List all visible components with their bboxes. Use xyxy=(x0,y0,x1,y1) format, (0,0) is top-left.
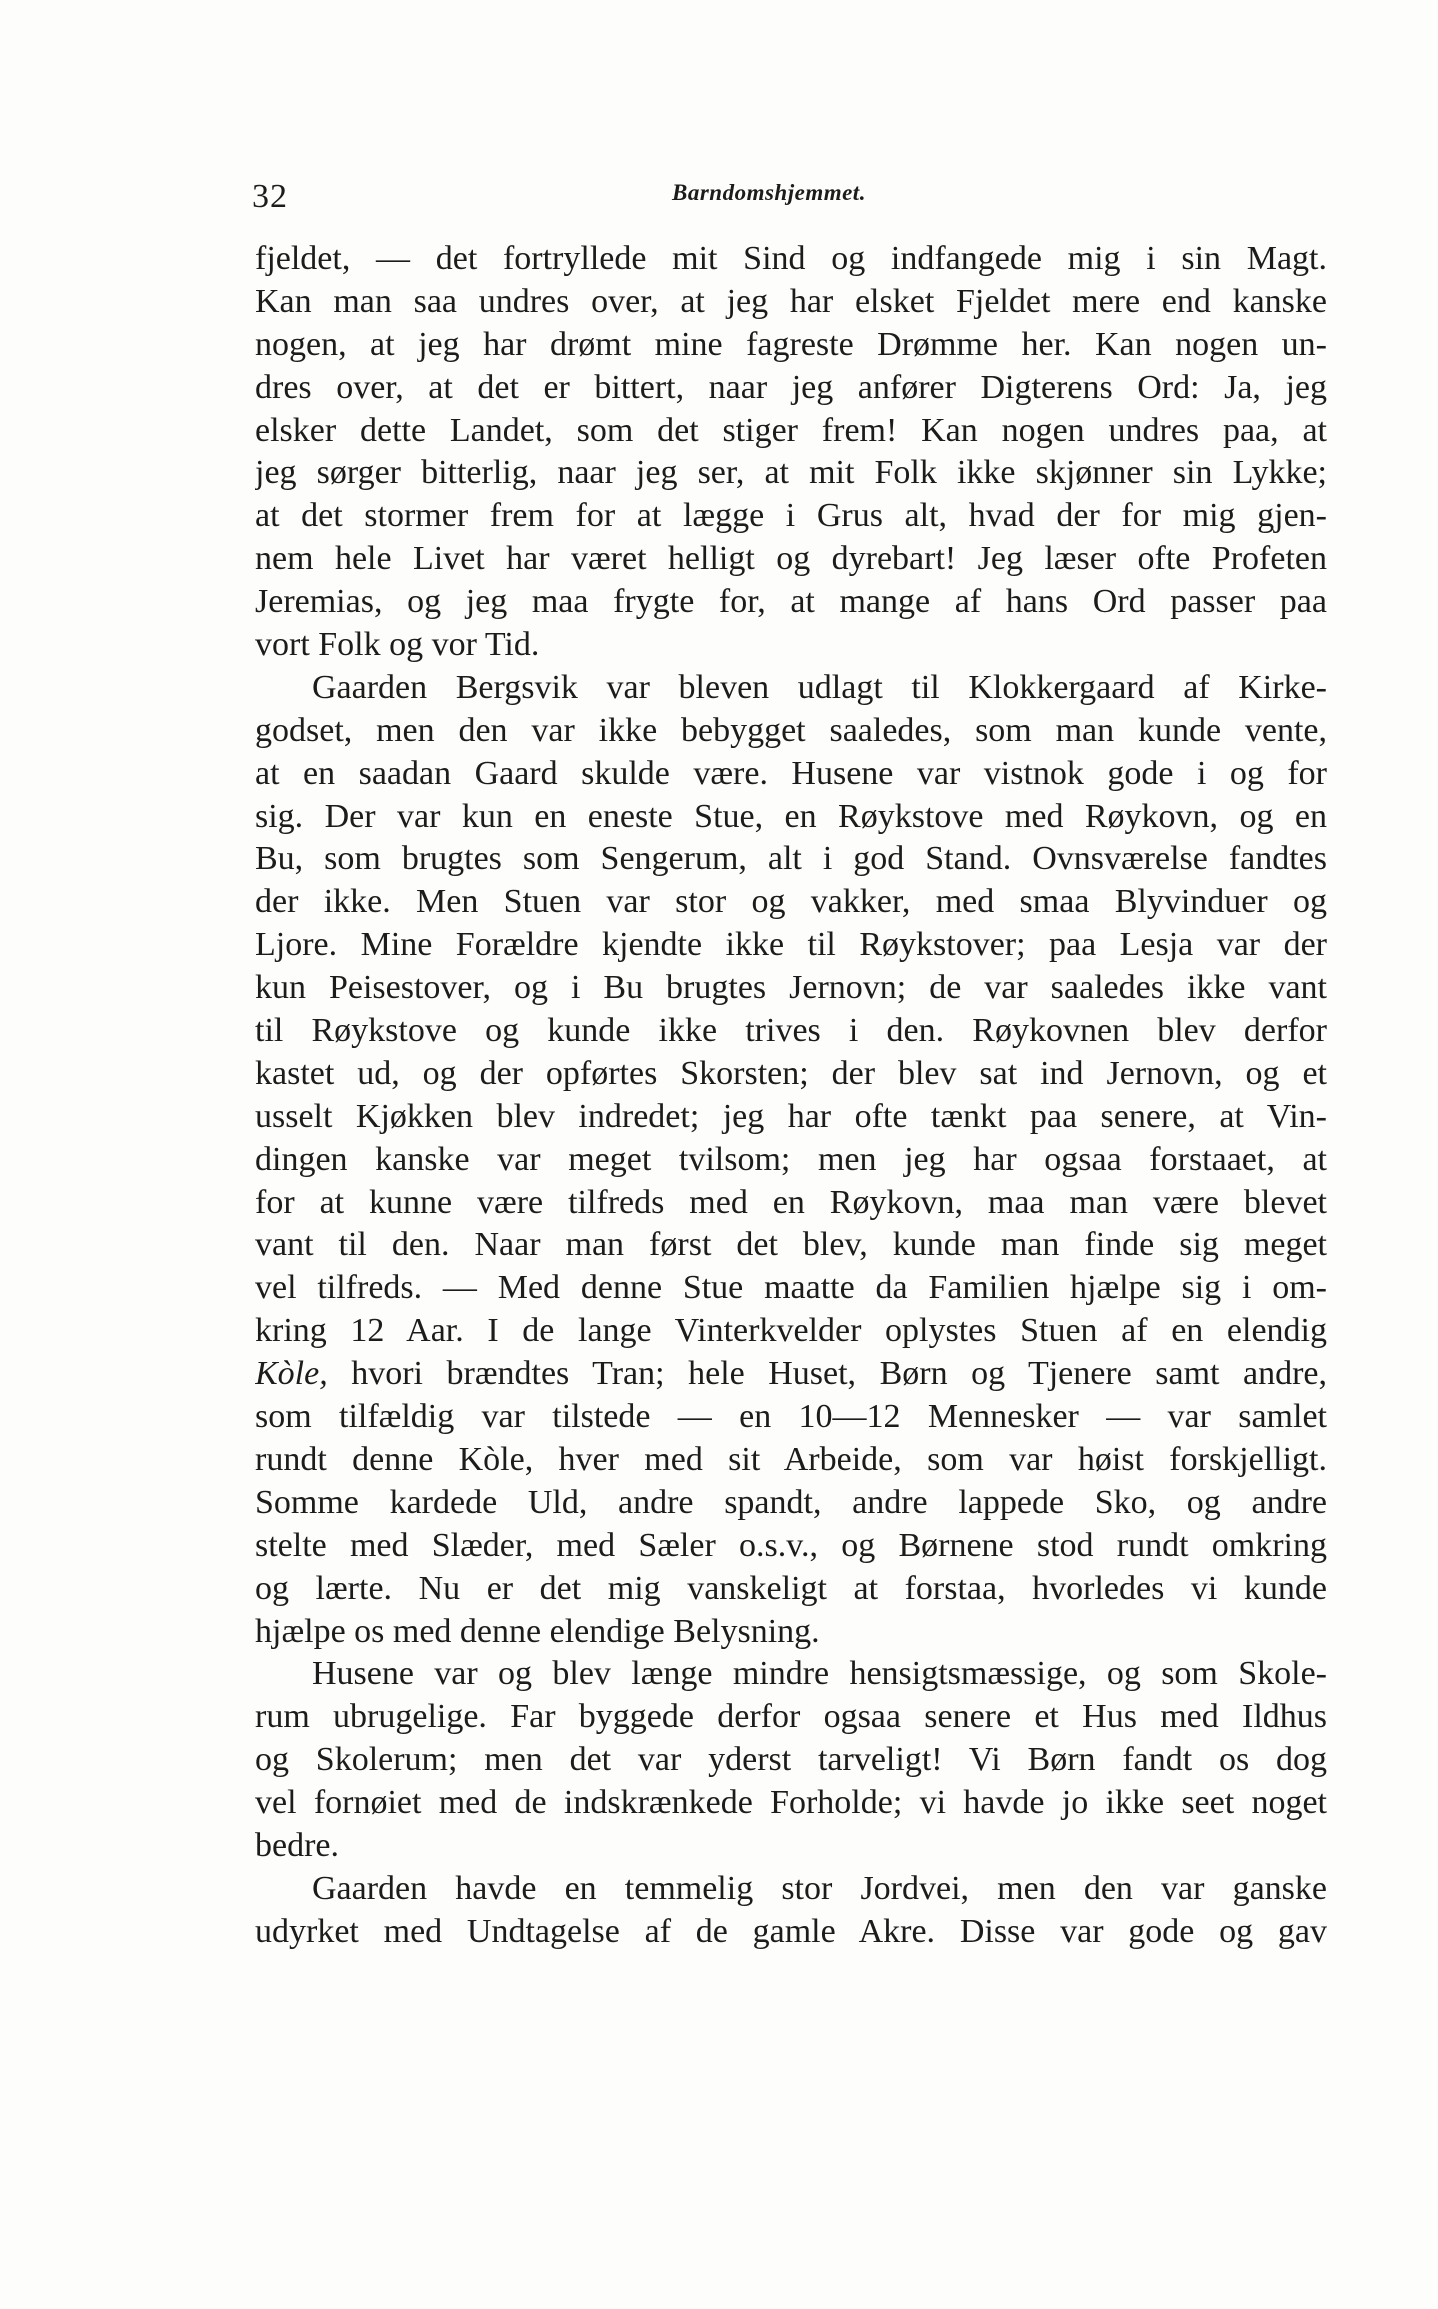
text-line: udyrket med Undtagelse af de gamle Akre. Disse var gode og gav xyxy=(255,1912,1327,1950)
text-line: vort Folk og vor Tid. xyxy=(255,626,540,664)
text-line: til Røykstove og kunde ikke trives i den. Røykovnen blev derfor xyxy=(255,1012,1327,1050)
text-line: kun Peisestover, og i Bu brugtes Jernovn; de var saaledes ikke vant xyxy=(255,969,1327,1007)
text-line: Ljore. Mine Forældre kjendte ikke til Røykstover; paa Lesja var der xyxy=(255,926,1327,964)
text-line: usselt Kjøkken blev indredet; jeg har ofte tænkt paa senere, at Vin- xyxy=(255,1097,1327,1135)
page-header xyxy=(252,170,1322,230)
page-number: 32 xyxy=(252,178,288,215)
text-line: Somme kardede Uld, andre spandt, andre lappede Sko, og andre xyxy=(255,1483,1327,1521)
text-line: dingen kanske var meget tvilsom; men jeg har ogsaa forstaaet, at xyxy=(255,1140,1327,1178)
text-line: Gaarden havde en temmelig stor Jordvei, men den var ganske xyxy=(312,1869,1327,1907)
text-line: kring 12 Aar. I de lange Vinterkvelder oplystes Stuen af en elendig xyxy=(255,1312,1327,1350)
text-line: Kan man saa undres over, at jeg har elsket Fjeldet mere end kanske xyxy=(255,282,1327,320)
running-head: Barndomshjemmet. xyxy=(672,180,866,205)
text-line: kastet ud, og der opførtes Skorsten; der blev sat ind Jernovn, og et xyxy=(255,1054,1327,1092)
text-line: at en saadan Gaard skulde være. Husene var vistnok gode i og for xyxy=(255,754,1327,792)
text-line: vel tilfreds. — Med denne Stue maatte da Familien hjælpe sig i om- xyxy=(255,1269,1327,1307)
text-line: hjælpe os med denne elendige Belysning. xyxy=(255,1612,820,1650)
text-line: som tilfældig var tilstede — en 10—12 Mennesker — var samlet xyxy=(255,1398,1327,1436)
text-line: og lærte. Nu er det mig vanskeligt at forstaa, hvorledes vi kunde xyxy=(255,1569,1327,1607)
text-line: dres over, at det er bittert, naar jeg anfører Digterens Ord: Ja, jeg xyxy=(255,368,1327,406)
text-line: nogen, at jeg har drømt mine fagreste Drømme her. Kan nogen un- xyxy=(255,325,1327,363)
text-line: der ikke. Men Stuen var stor og vakker, med smaa Blyvinduer og xyxy=(255,883,1327,921)
text-line: rundt denne Kòle, hver med sit Arbeide, som var høist forskjelligt. xyxy=(255,1440,1327,1478)
text-line: sig. Der var kun en eneste Stue, en Røykstove med Røykovn, og en xyxy=(255,797,1327,835)
text-line: vel fornøiet med de indskrænkede Forholde; vi havde jo ikke seet noget xyxy=(255,1784,1327,1822)
text-line: Husene var og blev længe mindre hensigtsmæssige, og som Skole- xyxy=(312,1655,1327,1693)
text-line: stelte med Slæder, med Sæler o.s.v., og Børnene stod rundt omkring xyxy=(255,1526,1327,1564)
text-line: og Skolerum; men det var yderst tarveligt! Vi Børn fandt os dog xyxy=(255,1741,1327,1779)
text-line: vant til den. Naar man først det blev, kunde man finde sig meget xyxy=(255,1226,1327,1264)
text-line: rum ubrugelige. Far byggede derfor ogsaa senere et Hus med Ildhus xyxy=(255,1698,1327,1736)
body-text xyxy=(255,238,1327,1954)
text-line: godset, men den var ikke bebygget saaledes, som man kunde vente, xyxy=(255,711,1327,749)
text-line xyxy=(255,1353,1327,1396)
text-line: fjeldet, — det fortryllede mit Sind og indfangede mig i sin Magt. xyxy=(255,240,1327,277)
text-line: bedre. xyxy=(255,1826,340,1864)
text-line: Gaarden Bergsvik var bleven udlagt til Klokkergaard af Kirke- xyxy=(312,668,1327,706)
italic-word: Kòle, xyxy=(255,1355,328,1393)
text-line: jeg sørger bitterlig, naar jeg ser, at mit Folk ikke skjønner sin Lykke; xyxy=(255,454,1327,492)
text-line: Jeremias, og jeg maa frygte for, at mange af hans Ord passer paa xyxy=(255,583,1327,621)
text-line: elsker dette Landet, som det stiger frem! Kan nogen undres paa, at xyxy=(255,411,1327,449)
text-line-rest: hvori brændtes Tran; hele Huset, Børn og Tjenere samt andre, xyxy=(351,1355,1327,1393)
text-line: at det stormer frem for at lægge i Grus alt, hvad der for mig gjen- xyxy=(255,497,1327,535)
text-line: Bu, som brugtes som Sengerum, alt i god Stand. Ovnsværelse fandtes xyxy=(255,840,1327,878)
text-line: nem hele Livet har været helligt og dyrebart! Jeg læser ofte Profeten xyxy=(255,540,1327,578)
text-line: for at kunne være tilfreds med en Røykovn, maa man være blevet xyxy=(255,1183,1327,1221)
